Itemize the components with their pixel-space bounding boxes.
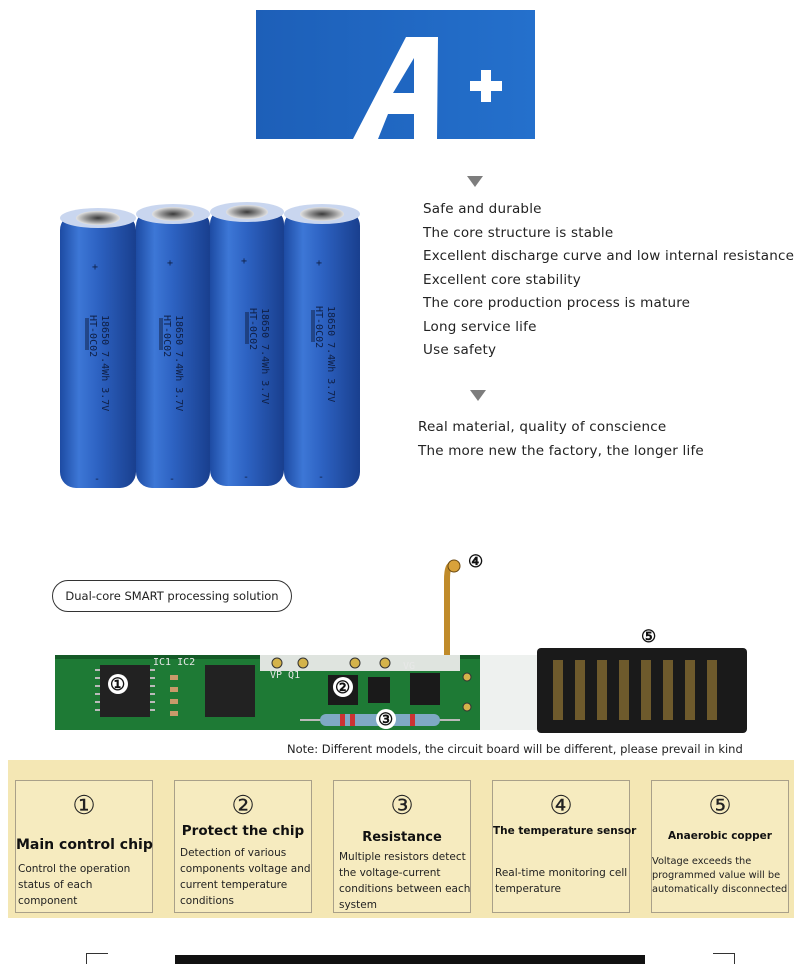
card-number: ② [231, 791, 255, 821]
card-number: ③ [390, 791, 414, 821]
battery-cell [210, 202, 284, 486]
card-title: Protect the chip [181, 823, 305, 839]
card-title: The temperature sensor [493, 825, 637, 837]
marker-5: ⑤ [641, 627, 657, 647]
board-note: Note: Different models, the circuit board will be different, please prevail in kind [287, 742, 743, 756]
feature-item: Safe and durable [423, 201, 542, 217]
minus-mark: - [318, 472, 325, 483]
card-title: Main control chip [16, 837, 153, 853]
card-number: ④ [549, 791, 573, 821]
cell-marking-model: HT-0C02 [87, 315, 98, 358]
plus-mark: + [167, 258, 174, 269]
minus-mark: - [169, 474, 176, 485]
cell-marking: 18650 7.4Wh 3.7V [173, 315, 184, 412]
cell-marking-model: HT-0C02 [313, 306, 324, 349]
feature-item: Use safety [423, 342, 497, 358]
cell-marking: 18650 7.4Wh 3.7V [99, 315, 110, 412]
circuit-board-image [55, 545, 755, 735]
down-triangle-icon [467, 176, 483, 187]
card-desc: Multiple resistors detect the voltage-current conditions between each system [339, 851, 471, 911]
section-divider-bar [175, 955, 645, 964]
quality-list [418, 415, 704, 463]
feature-item: The core structure is stable [423, 224, 614, 241]
component-card [174, 780, 312, 913]
component-card [15, 780, 153, 913]
ic-label: IC1 IC2 [153, 657, 196, 668]
solution-pill-label: Dual-core SMART processing solution [52, 580, 292, 612]
feature-item: The core production process is mature [423, 295, 691, 311]
component-card [492, 780, 637, 913]
minus-mark: - [243, 472, 250, 483]
marker-4: ④ [468, 552, 484, 572]
component-card [651, 780, 789, 913]
card-title: Resistance [362, 830, 442, 845]
a-plus-logo-graphic [256, 10, 535, 139]
plus-mark: + [92, 262, 99, 273]
component-card [333, 780, 471, 913]
cell-marking-model: HT-0C02 [247, 308, 258, 351]
feature-list [423, 198, 794, 363]
a-plus-logo [256, 10, 535, 139]
feature-item: Long service life [423, 318, 537, 335]
corner-bracket-left [86, 953, 108, 964]
corner-bracket-right [713, 953, 735, 964]
battery-cell [136, 204, 210, 488]
plus-mark: + [316, 258, 323, 269]
card-number: ⑤ [708, 791, 732, 821]
quality-item: The more new the factory, the longer life [418, 443, 704, 459]
cell-marking: 18650 7.4Wh 3.7V [259, 308, 270, 405]
minus-mark: - [94, 474, 101, 485]
feature-item: Excellent core stability [423, 271, 581, 288]
marker-1: ① [110, 675, 126, 695]
card-number: ① [72, 791, 96, 821]
plus-mark: + [241, 256, 248, 267]
down-triangle-icon [470, 390, 486, 401]
vg-label: VG [403, 661, 416, 672]
marker-3: ③ [378, 710, 394, 730]
cell-marking: 18650 7.4Wh 3.7V [325, 306, 336, 403]
battery-cells-image [50, 200, 370, 500]
vp-q1-label: VP Q1 [270, 670, 301, 681]
card-desc: Control the operation status of each component [18, 863, 131, 907]
marker-2: ② [335, 678, 351, 698]
feature-item: Excellent discharge curve and low internal resistance [423, 248, 795, 264]
quality-item: Real material, quality of conscience [418, 419, 667, 435]
card-desc: Real-time monitoring cell temperature [495, 867, 628, 895]
card-desc: Detection of various components voltage and current temperature conditions [180, 847, 311, 907]
card-desc: Voltage exceeds the programmed value will be automatically disconnected [652, 856, 788, 895]
card-title: Anaerobic copper [668, 830, 772, 842]
cell-marking-model: HT-0C02 [161, 315, 172, 358]
